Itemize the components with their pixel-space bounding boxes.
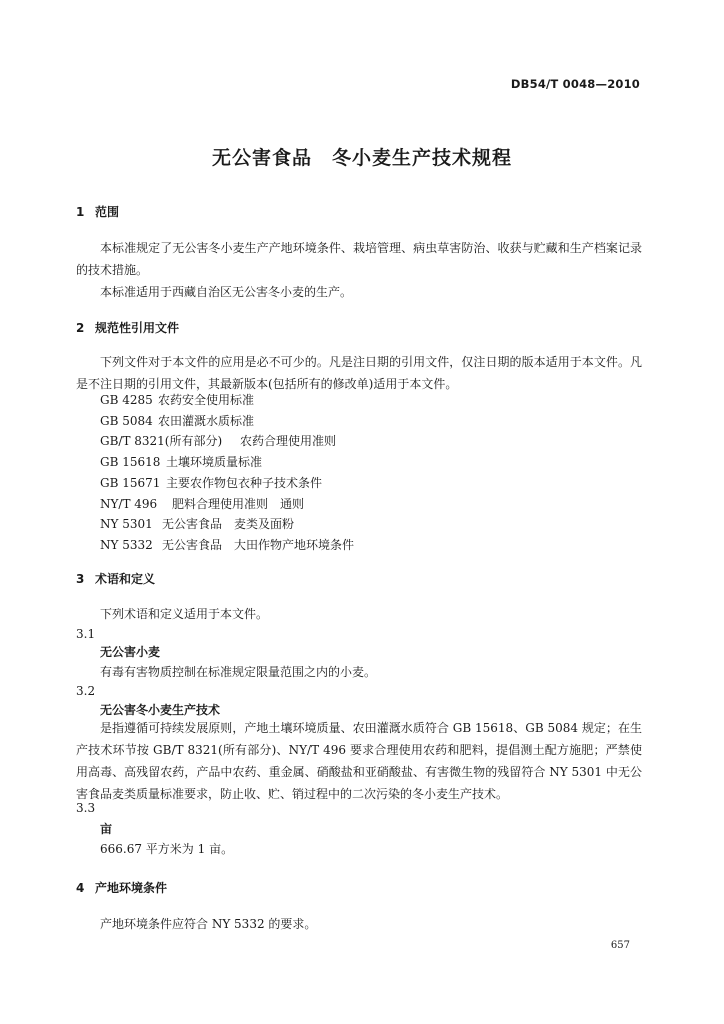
reference-code: GB 5084 <box>100 413 153 428</box>
section-4-heading <box>76 879 167 896</box>
section-1-body <box>76 237 642 303</box>
reference-item <box>100 494 354 515</box>
reference-item <box>100 390 354 411</box>
section-number: 1 <box>76 205 85 219</box>
section-number: 2 <box>76 321 85 335</box>
term-title: 无公害小麦 <box>100 645 161 659</box>
reference-name: 农田灌溉水质标准 <box>158 413 255 428</box>
reference-code: NY 5301 <box>100 517 153 532</box>
paragraph: 本标准适用于西藏自治区无公害冬小麦的生产。 <box>100 285 353 299</box>
reference-code: GB 15671 <box>100 475 161 490</box>
section-number: 3 <box>76 572 85 586</box>
reference-code: GB 4285 <box>100 393 153 407</box>
section-title: 术语和定义 <box>95 572 156 586</box>
section-2-heading <box>76 319 179 336</box>
reference-name: 无公害食品 麦类及面粉 <box>162 517 295 532</box>
section-3-intro: 下列术语和定义适用于本文件。 <box>100 607 269 621</box>
reference-name: 农药安全使用标准 <box>158 393 255 407</box>
reference-code: GB 15618 <box>100 455 161 470</box>
reference-item <box>100 473 354 494</box>
clause-number: 3.1 <box>76 627 96 641</box>
term-definition: 666.67 平方米为 1 亩。 <box>100 842 234 856</box>
page-number: 657 <box>610 940 630 951</box>
section-1-heading <box>76 203 119 220</box>
paragraph: 本标准规定了无公害冬小麦生产产地环境条件、栽培管理、病虫草害防治、收获与贮藏和生产档案记录的技术措施。 <box>76 241 642 277</box>
reference-name: 无公害食品 大田作物产地环境条件 <box>162 537 355 552</box>
reference-name: 土壤环境质量标准 <box>166 455 263 470</box>
paragraph: 下列文件对于本文件的应用是必不可少的。凡是注日期的引用文件，仅注日期的版本适用于本文件。凡是不注日期的引用文件，其最新版本(包括所有的修改单)适用于本文件。 <box>76 355 642 391</box>
section-title: 产地环境条件 <box>95 881 168 895</box>
reference-code: NY 5332 <box>100 537 153 552</box>
reference-item <box>100 411 354 432</box>
section-2-intro <box>76 351 642 395</box>
section-title: 范围 <box>95 205 120 219</box>
reference-code: GB/T 8321(所有部分) <box>100 434 223 449</box>
term-definition <box>76 717 642 805</box>
clause-number: 3.2 <box>76 684 96 698</box>
reference-name: 主要农作物包衣种子技术条件 <box>166 475 323 490</box>
term-title: 亩 <box>100 822 113 836</box>
document-title: 无公害食品 冬小麦生产技术规程 <box>211 147 512 169</box>
reference-item <box>100 431 354 452</box>
reference-item <box>100 452 354 473</box>
section-title: 规范性引用文件 <box>95 321 180 335</box>
reference-item <box>100 535 354 556</box>
reference-item <box>100 514 354 535</box>
section-4-body: 产地环境条件应符合 NY 5332 的要求。 <box>100 917 317 931</box>
section-3-heading <box>76 570 155 587</box>
term-title: 无公害冬小麦生产技术 <box>100 703 221 717</box>
section-number: 4 <box>76 881 85 895</box>
paragraph: 是指遵循可持续发展原则，产地土壤环境质量、农田灌溉水质符合 GB 15618、GB 5084 规定；在生产技术环节按 GB/T 8321(所有部分)、NY/T 496 要求合理使用农药和肥料，提倡测土配方施肥；严禁使用高毒、高残留农药，产品中农药、重金属、硝酸盐和亚硝酸盐、有害微生物的残留符合 NY 5301 中无公害食品麦类质量标准要求，防止收、贮、销过程中的二次污染的冬小麦生产技术。 <box>76 721 642 801</box>
clause-number: 3.3 <box>76 801 96 815</box>
reference-name: 农药合理使用准则 <box>240 434 337 449</box>
reference-list <box>100 390 354 556</box>
reference-code: NY/T 496 <box>100 496 158 511</box>
standard-code: DB54/T 0048—2010 <box>510 77 640 91</box>
term-definition: 有毒有害物质控制在标准规定限量范围之内的小麦。 <box>100 665 377 679</box>
reference-name: 肥料合理使用准则 通则 <box>172 496 305 511</box>
